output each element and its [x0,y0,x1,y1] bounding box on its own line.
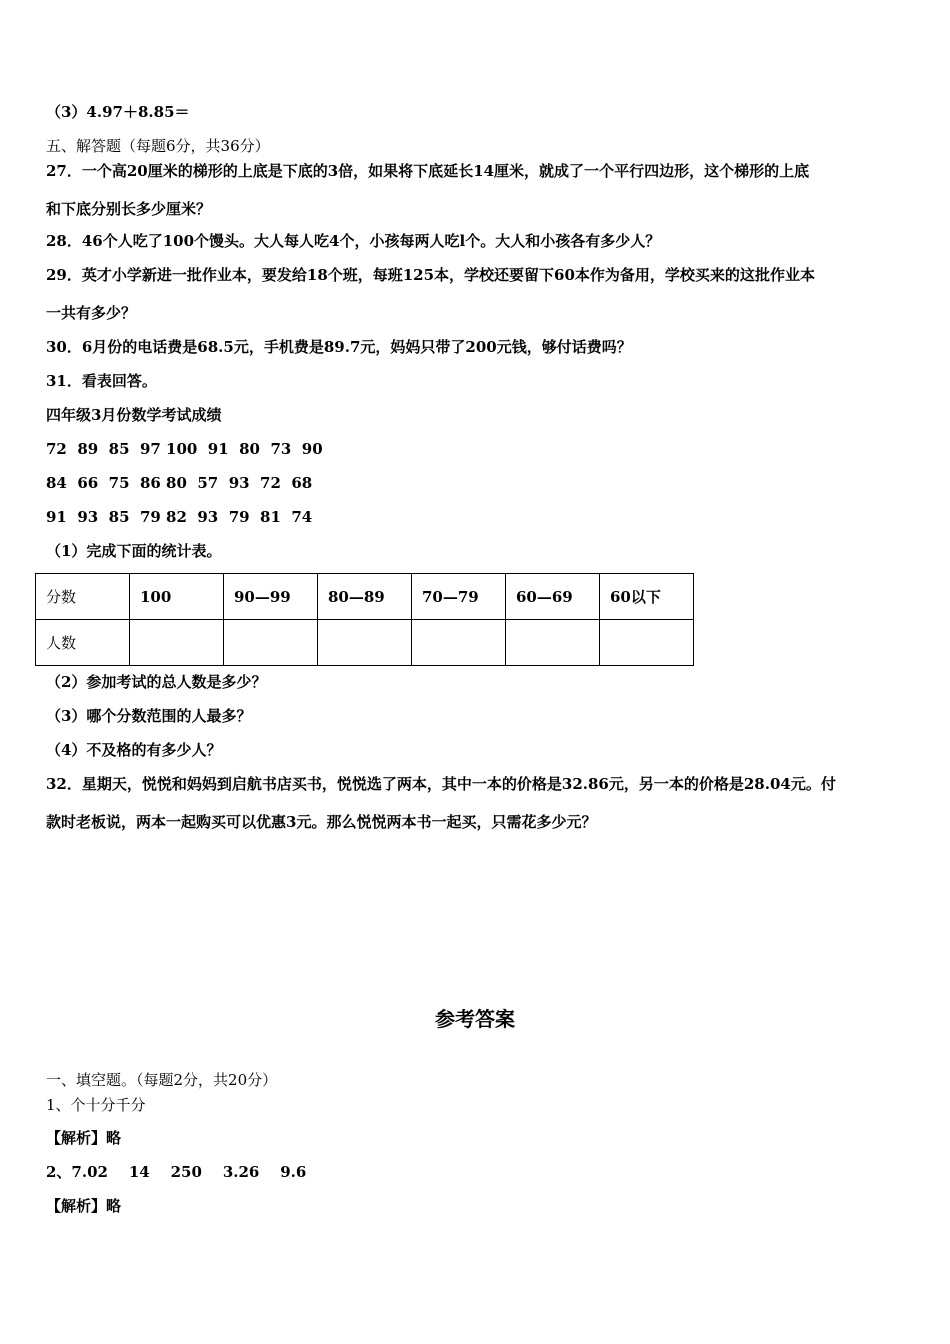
q3-expression: （3）4.97＋8.85＝ [46,103,190,121]
q29-line1: 29．英才小学新进一批作业本，要发给18个班，每班125本，学校还要留下60本作为备用，学校买来的这批作业本 [46,266,815,284]
scores-row-1: 72 89 85 97 100 91 80 73 90 [46,440,323,458]
q28: 28．46个人吃了100个馒头。大人每人吃4个，小孩每两人吃l个。大人和小孩各有多少人？ [46,232,661,250]
q29-line2: 一共有多少？ [46,304,137,322]
stats-header-cell: 60—69 [506,574,600,620]
stats-table [35,573,694,666]
answer-1: 1、个十分千分 [46,1096,146,1114]
stats-header-cell: 100 [130,574,224,620]
scores-row-3: 91 93 85 79 82 93 79 81 74 [46,508,313,526]
answer-2-analysis: 【解析】略 [46,1197,122,1215]
answers-title: 参考答案 [435,1007,515,1031]
q31-sub1: （1）完成下面的统计表。 [46,542,222,560]
q27-line2: 和下底分别长多少厘米？ [46,200,212,218]
q31-sub2: （2）参加考试的总人数是多少？ [46,673,267,691]
stats-count-cell [506,620,600,666]
q31-caption: 四年级3月份数学考试成绩 [46,406,222,424]
q30: 30．6月份的电话费是68.5元，手机费是89.7元，妈妈只带了200元钱，够付话费吗？ [46,338,632,356]
stats-header-row [36,574,694,620]
stats-header-cell: 60以下 [600,574,694,620]
q31-sub4: （4）不及格的有多少人？ [46,741,222,759]
stats-header-cell: 70—79 [412,574,506,620]
stats-count-cell [224,620,318,666]
answers-section1-heading: 一、填空题。（每题2分，共20分） [46,1071,278,1089]
stats-count-cell [318,620,412,666]
stats-header-label: 分数 [36,574,130,620]
q31: 31．看表回答。 [46,372,157,390]
stats-count-cell [600,620,694,666]
stats-count-row [36,620,694,666]
q27-line1: 27．一个高20厘米的梯形的上底是下底的3倍，如果将下底延长14厘米，就成了一个平行四边形，这个梯形的上底 [46,162,810,180]
q31-sub3: （3）哪个分数范围的人最多？ [46,707,252,725]
stats-row-label: 人数 [36,620,130,666]
answer-1-analysis: 【解析】略 [46,1129,122,1147]
section5-heading: 五、解答题（每题6分，共36分） [46,137,270,155]
q32-line1: 32．星期天，悦悦和妈妈到启航书店买书，悦悦选了两本，其中一本的价格是32.86元，另一本的价格是28.04元。付 [46,775,836,793]
stats-header-cell: 90—99 [224,574,318,620]
scores-row-2: 84 66 75 86 80 57 93 72 68 [46,474,313,492]
stats-header-cell: 80—89 [318,574,412,620]
stats-count-cell [130,620,224,666]
stats-count-cell [412,620,506,666]
answer-2: 2、7.02 14 250 3.26 9.6 [46,1163,307,1181]
q32-line2: 款时老板说，两本一起购买可以优惠3元。那么悦悦两本书一起买，只需花多少元？ [46,813,597,831]
